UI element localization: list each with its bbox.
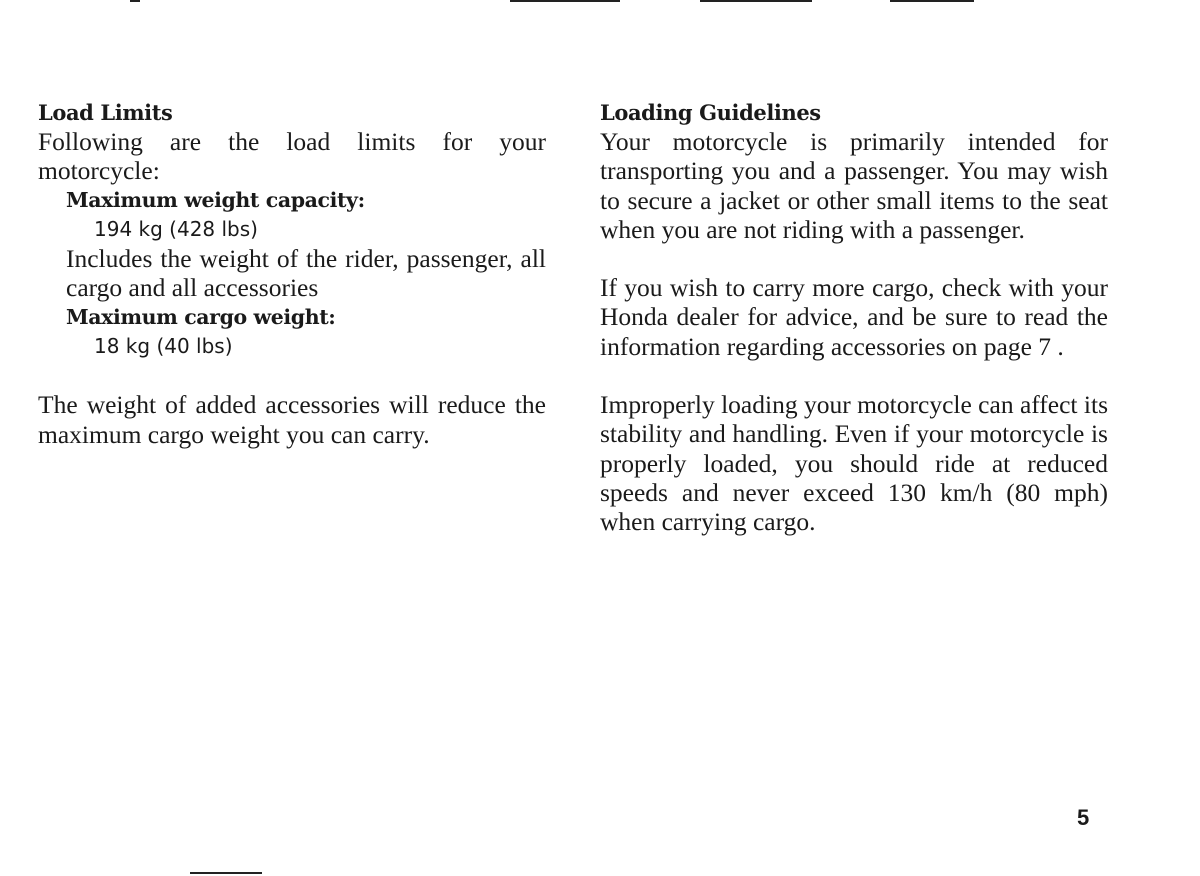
load-limits-intro: Following are the load limits for your motorcycle: (38, 127, 546, 186)
scan-artifact-top-4 (890, 0, 974, 2)
guidelines-paragraph-2: If you wish to carry more cargo, check with your Honda dealer for advice, and be sure to read the information regarding accessories on page 7 . (600, 273, 1108, 361)
accessories-note: The weight of added accessories will reduce the maximum cargo weight you can carry. (38, 390, 546, 449)
max-weight-label: Maximum weight capacity: (66, 187, 365, 212)
paragraph-gap (38, 361, 546, 390)
scan-artifact-top-3 (700, 0, 812, 2)
load-limits-section (38, 98, 546, 449)
scan-artifact-top-2 (510, 0, 620, 2)
scan-artifact-bottom-1 (190, 872, 262, 874)
max-cargo-value: 18 kg (40 lbs) (94, 334, 233, 359)
scan-artifact-top-1 (130, 0, 140, 2)
paragraph-gap (600, 244, 1108, 273)
page-number: 5 (1077, 805, 1090, 830)
max-cargo-label: Maximum cargo weight: (66, 304, 336, 329)
load-limits-heading: Load Limits (38, 100, 173, 125)
guidelines-paragraph-3: Improperly loading your motorcycle can affect its stability and handling. Even if your motorcycle is properly loaded, you should ride at reduced speeds and never exceed 130 km/h (80 mph) when carrying cargo. (600, 390, 1108, 537)
loading-guidelines-section (600, 98, 1108, 537)
includes-text: Includes the weight of the rider, passenger, all cargo and all accessories (66, 244, 546, 303)
loading-guidelines-heading: Loading Guidelines (600, 100, 821, 125)
max-weight-value: 194 kg (428 lbs) (94, 216, 258, 241)
guidelines-paragraph-1: Your motorcycle is primarily intended for transporting you and a passenger. You may wish to secure a jacket or other small items to the seat when you are not riding with a passenger. (600, 127, 1108, 244)
paragraph-gap (600, 361, 1108, 390)
